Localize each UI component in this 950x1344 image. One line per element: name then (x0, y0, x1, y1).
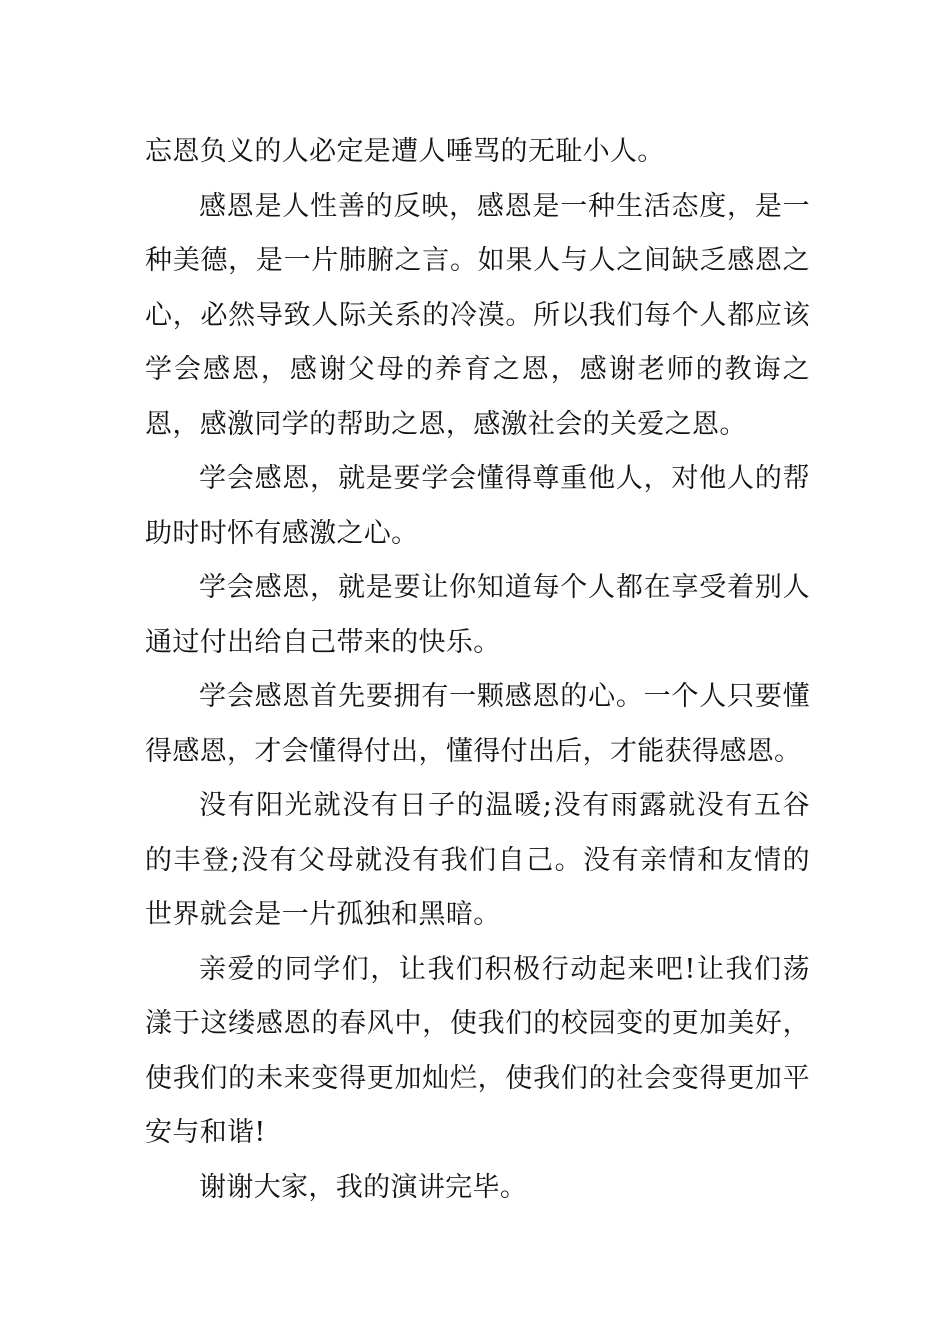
paragraph-closing: 谢谢大家，我的演讲完毕。 (199, 1171, 528, 1203)
paragraph-call-to-action: 亲爱的同学们，让我们积极行动起来吧!让我们荡漾于这缕感恩的春风中，使我们的校园变的更加美好，使我们的未来变得更加灿烂，使我们的社会变得更加平安与和谐! (145, 953, 810, 1148)
paragraph-continuation: 忘恩负义的人必定是遭人唾骂的无耻小人。 (145, 136, 665, 167)
paragraph-grateful-heart: 学会感恩首先要拥有一颗感恩的心。一个人只要懂得感恩，才会懂得付出，懂得付出后，才能获得感恩。 (145, 681, 810, 767)
paragraph-sunshine-rain: 没有阳光就没有日子的温暖;没有雨露就没有五谷的丰登;没有父母就没有我们自己。没有亲情和友情的世界就会是一片孤独和黑暗。 (145, 790, 810, 930)
paragraph-gratitude-definition: 感恩是人性善的反映，感恩是一种生活态度，是一种美德，是一片肺腑之言。如果人与人之间缺乏感恩之心，必然导致人际关系的冷漠。所以我们每个人都应该学会感恩，感谢父母的养育之恩，感谢老师的教诲之恩，感激同学的帮助之恩，感激社会的关爱之恩。 (145, 190, 810, 440)
paragraph-respect-others: 学会感恩，就是要学会懂得尊重他人，对他人的帮助时时怀有感激之心。 (145, 463, 810, 549)
paragraph-enjoy-others: 学会感恩，就是要让你知道每个人都在享受着别人通过付出给自己带来的快乐。 (145, 572, 810, 658)
speech-body (145, 125, 810, 1215)
